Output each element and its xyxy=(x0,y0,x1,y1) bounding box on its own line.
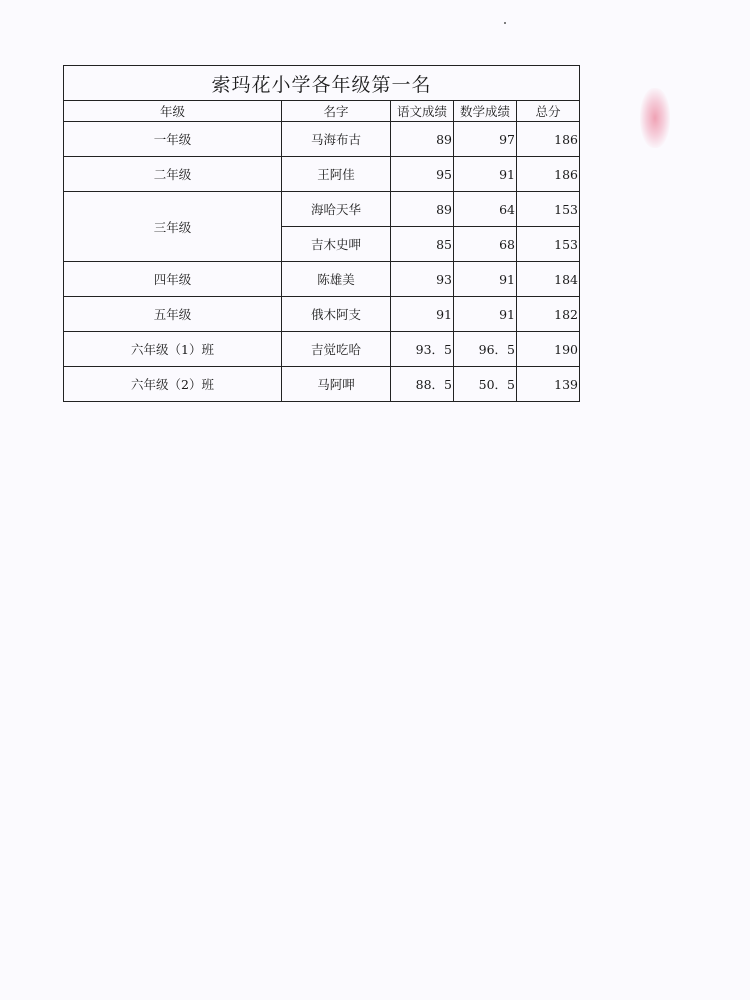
red-stamp-smudge xyxy=(640,88,670,148)
cell-math: 91 xyxy=(454,297,517,332)
cell-math: 96．5 xyxy=(454,332,517,367)
header-math: 数学成绩 xyxy=(454,101,517,122)
cell-total: 153 xyxy=(517,227,580,262)
cell-total: 184 xyxy=(517,262,580,297)
header-name: 名字 xyxy=(282,101,391,122)
cell-name: 马海布古 xyxy=(282,122,391,157)
table-row xyxy=(64,297,580,332)
cell-total: 153 xyxy=(517,192,580,227)
cell-math: 91 xyxy=(454,157,517,192)
cell-name: 俄木阿支 xyxy=(282,297,391,332)
cell-grade: 一年级 xyxy=(64,122,282,157)
cell-grade: 五年级 xyxy=(64,297,282,332)
table-row xyxy=(64,122,580,157)
cell-math: 91 xyxy=(454,262,517,297)
cell-chinese: 88．5 xyxy=(391,367,454,402)
cell-name: 马阿呷 xyxy=(282,367,391,402)
cell-grade: 六年级（1）班 xyxy=(64,332,282,367)
scores-table xyxy=(63,65,580,402)
cell-math: 64 xyxy=(454,192,517,227)
cell-chinese: 89 xyxy=(391,192,454,227)
cell-chinese: 89 xyxy=(391,122,454,157)
cell-chinese: 93 xyxy=(391,262,454,297)
cell-grade: 四年级 xyxy=(64,262,282,297)
cell-name: 吉木史呷 xyxy=(282,227,391,262)
table-title-row xyxy=(64,66,580,101)
table-row xyxy=(64,262,580,297)
cell-name: 陈雄美 xyxy=(282,262,391,297)
cell-math: 50．5 xyxy=(454,367,517,402)
cell-grade: 六年级（2）班 xyxy=(64,367,282,402)
cell-chinese: 91 xyxy=(391,297,454,332)
table-row xyxy=(64,157,580,192)
cell-chinese: 95 xyxy=(391,157,454,192)
header-chinese: 语文成绩 xyxy=(391,101,454,122)
cell-total: 186 xyxy=(517,157,580,192)
table-title: 索玛花小学各年级第一名 xyxy=(64,66,580,101)
cell-total: 186 xyxy=(517,122,580,157)
cell-grade: 二年级 xyxy=(64,157,282,192)
header-total: 总分 xyxy=(517,101,580,122)
cell-name: 吉觉吃哈 xyxy=(282,332,391,367)
cell-chinese: 85 xyxy=(391,227,454,262)
cell-name: 王阿佳 xyxy=(282,157,391,192)
cell-math: 97 xyxy=(454,122,517,157)
cell-total: 190 xyxy=(517,332,580,367)
table-row xyxy=(64,367,580,402)
cell-chinese: 93．5 xyxy=(391,332,454,367)
table-row xyxy=(64,332,580,367)
table-header-row xyxy=(64,101,580,122)
cell-grade: 三年级 xyxy=(64,192,282,262)
scan-speck xyxy=(504,22,506,24)
header-grade: 年级 xyxy=(64,101,282,122)
cell-math: 68 xyxy=(454,227,517,262)
cell-total: 182 xyxy=(517,297,580,332)
cell-total: 139 xyxy=(517,367,580,402)
table-row xyxy=(64,192,580,227)
cell-name: 海哈天华 xyxy=(282,192,391,227)
